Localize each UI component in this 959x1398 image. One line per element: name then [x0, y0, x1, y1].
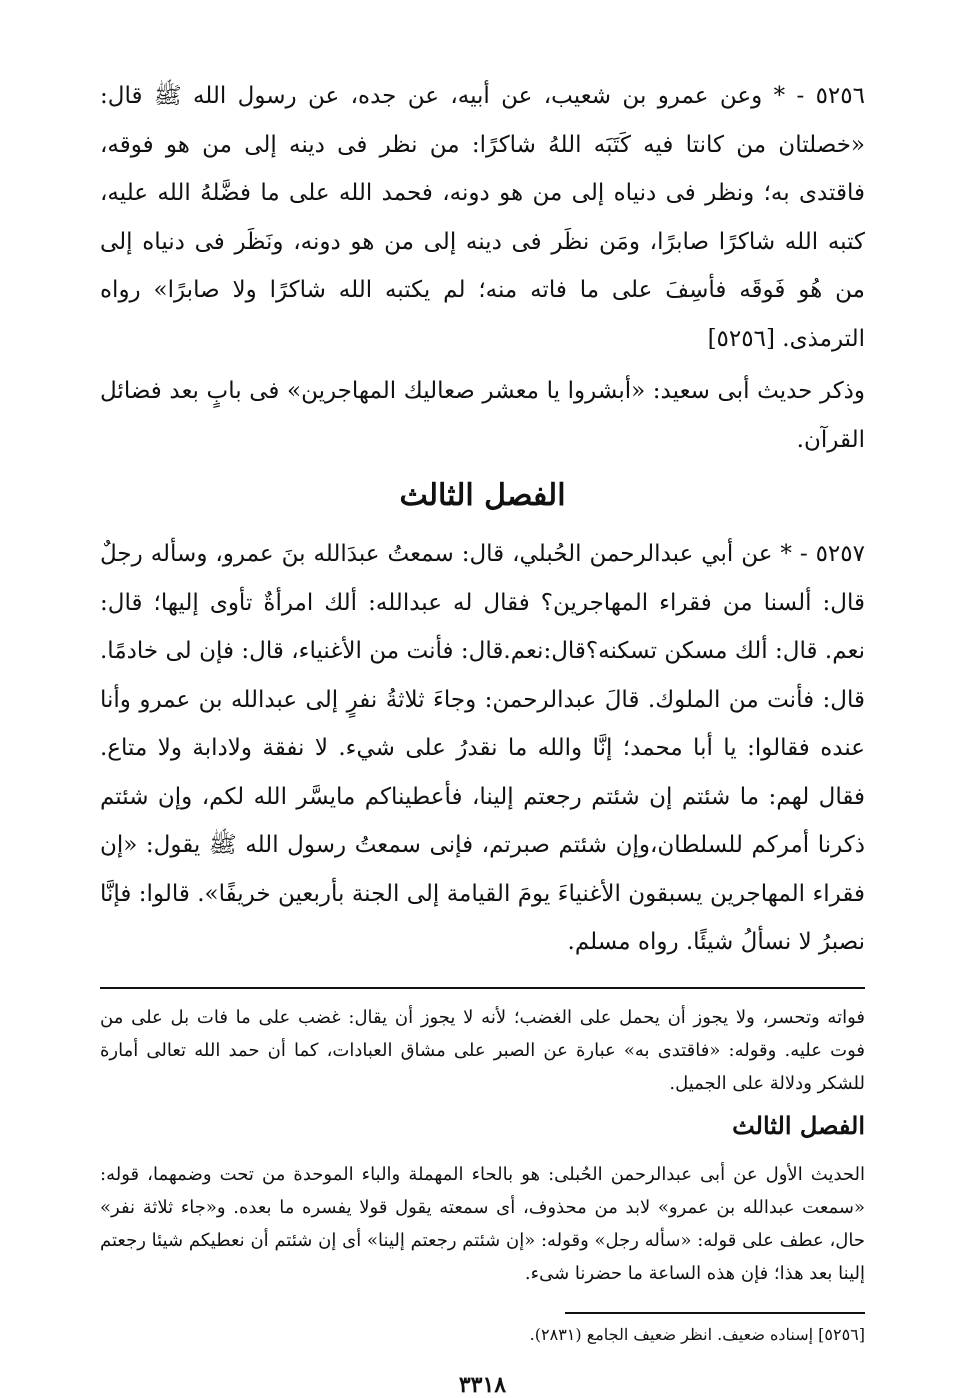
hadith-5256: ٥٢٥٦ - * وعن عمرو بن شعيب، عن أبيه، عن جده، عن رسول الله ﷺ قال: «خصلتان من كانتا فيه كَتَبَه اللهُ شاكرًا: من نظر فى دينه إلى من هو فوقه، فاقتدى به؛ ونظر فى دنياه إلى من هو دونه، فحمد الله على ما فضَّلهُ الله عليه، كتبه الله شاكرًا صابرًا، ومَن نظَر فى دينه إلى من هو دونه، ونَظَر فى دنياه إلى من هُو فَوقَه فأسِفَ على ما فاته منه؛ لم يكتبه الله شاكرًا ولا صابرًا» رواه الترمذى. [٥٢٥٦] — [100, 83, 865, 352]
commentary — [100, 1001, 865, 1290]
page-number: ٣٣١٨ — [458, 1371, 507, 1398]
mention-paragraph: وذكر حديث أبى سعيد: «أبشروا يا معشر صعاليك المهاجرين» فى بابٍ بعد فضائل القرآن. — [100, 378, 865, 453]
main-text — [100, 72, 865, 967]
commentary-section-title: الفصل الثالث — [732, 1110, 865, 1140]
commentary-paragraph-2: الحديث الأول عن أبى عبدالرحمن الحُبلى: هو بالحاء المهملة والباء الموحدة من تحت وضمهما، قوله: «سمعت عبدالله بن عمرو» لابد من محذوف، أى سمعته يقول قولا يفسره ما بعده. و«جاء ثلاثة نفر» حال، عطف على قوله: «سأله رجل» وقوله: «إن شئتم رجعتم إلينا» أى إن شئتم أن نعطيكم شيئا رجعتم إلينا بعد هذا؛ فإن هذه الساعة ما حضرنا شىء. — [100, 1163, 865, 1284]
book-page — [100, 72, 865, 1398]
commentary-divider — [100, 987, 865, 989]
commentary-paragraph-1: فواته وتحسر، ولا يجوز أن يحمل على الغضب؛ لأنه لا يجوز أن يقال: غضب على ما فات بل على من فوت عليه. وقوله: «فاقتدى به» عبارة عن الصبر على مشاق العبادات، كما أن حمد الله تعالى أمارة للشكر ودلالة على الجميل. — [100, 1006, 865, 1094]
chapter-title: الفصل الثالث — [399, 478, 566, 513]
hadith-5257: ٥٢٥٧ - * عن أبي عبدالرحمن الحُبلي، قال: سمعتُ عبدَالله بنَ عمرو، وسأله رجلٌ قال: ألسنا من فقراء المهاجرين؟ فقال له عبدالله: ألك امرأةٌ تأوى إليها؛ قال: نعم. قال: ألك مسكن تسكنه؟قال:نعم.قال: فأنت من الأغنياء، قال: فإن لى خادمًا. قال: فأنت من الملوك. قالَ عبدالرحمن: وجاءَ ثلاثةُ نفرٍ إلى عبدالله بن عمرو وأنا عنده فقالوا: يا أبا محمد؛ إنَّا والله ما نقدرُ على شيء. لا نفقة ولادابة ولا متاع. فقال لهم: ما شئتم إن شئتم رجعتم إلينا، فأعطيناكم مايسَّر الله لكم، وإن شئتم ذكرنا أمركم للسلطان،وإن شئتم صبرتم، فإنى سمعتُ رسول الله ﷺ يقول: «إن فقراء المهاجرين يسبقون الأغنياءَ يومَ القيامة إلى الجنة بأربعين خريفًا». قالوا: فإنَّا نصبرُ لا نسألُ شيئًا. رواه مسلم. — [100, 541, 865, 955]
footnote: [٥٢٥٦] إسناده ضعيف. انظر ضعيف الجامع (٢٨٣١). — [529, 1324, 865, 1344]
footnote-divider — [565, 1312, 865, 1314]
